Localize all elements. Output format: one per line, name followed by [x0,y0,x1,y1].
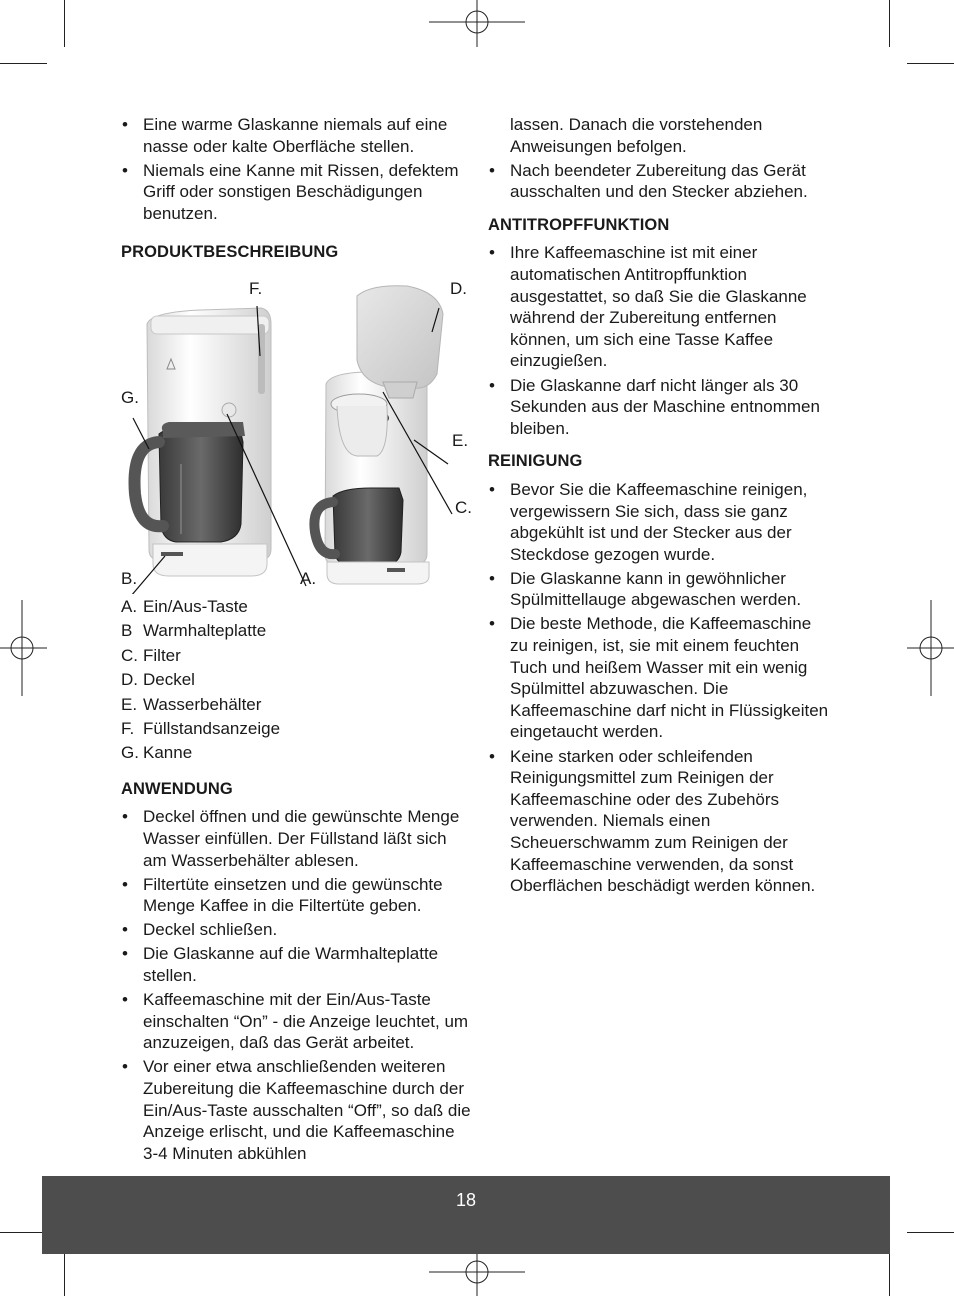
antidrip-heading: ANTITROPFFUNKTION [488,215,670,234]
registration-mark-right [907,600,954,696]
crop-mark-top-left-v [64,0,65,47]
list-item [121,718,471,742]
part-label: Wasserbehälter [143,694,262,714]
list-item-continuation: lassen. Danach die vorstehenden Anweisungen befolgen. [510,115,763,156]
list-item: • Eine warme Glaskanne niemals auf eine nasse oder kalte Oberfläche stellen. [121,114,471,157]
footer-bar [42,1176,890,1254]
right-column [488,114,833,899]
continuation-list [488,114,833,203]
part-label: Filter [143,645,181,665]
crop-mark-top-right-v [889,0,890,47]
list-item: • Ihre Kaffeemaschine ist mit einer automatischen Antitropffunktion ausgestattet, so daß Sie die Glaskanne während der Zubereitung entfernen können, um sich eine Tasse Kaffee einzugießen. [488,242,833,372]
list-item: • Nach beendeter Zubereitung das Gerät ausschalten und den Stecker abziehen. [488,160,833,203]
crop-mark-bottom-right-v [889,1249,890,1296]
figure-label-e: E. [452,431,469,451]
list-item [121,669,471,693]
list-item [121,645,471,669]
registration-mark-left [0,600,47,696]
list-item: • Deckel öffnen und die gewünschte Menge Wasser einfüllen. Der Füllstand läßt sich am Wasserbehälter ablesen. [121,806,471,871]
part-label: Kanne [143,743,193,763]
part-label: Deckel [143,670,195,690]
usage-heading: ANWENDUNG [121,779,233,798]
left-column [121,114,471,1167]
page-number: 18 [455,1190,477,1210]
list-item: • Die Glaskanne kann in gewöhnlicher Spülmittellauge abgewaschen werden. [488,568,833,611]
machine-open-view [314,286,443,584]
list-item: • Die Glaskanne darf nicht länger als 30 Sekunden aus der Maschine entnommen bleiben. [488,375,833,440]
cleaning-bullet-list [488,479,833,897]
part-key: C. [121,645,138,665]
product-heading: PRODUKTBESCHREIBUNG [121,243,339,262]
part-key: A. [121,597,138,617]
list-item: • Keine starken oder schleifenden Reinigungsmittel zum Reinigen der Kaffeemaschine oder des Zubehörs verwenden. Niemals einen Scheuerschwamm zum Reinigen der Kaffeemaschine verwenden, da sonst Oberflächen beschädigt werden können. [488,746,833,897]
part-key: E. [121,694,138,714]
part-key: D. [121,670,138,690]
registration-mark-top [429,0,525,47]
figure-label-g: G. [121,388,139,408]
part-label: Ein/Aus-Taste [143,597,248,617]
figure-label-a: A. [300,569,317,589]
coffee-maker-illustration [121,264,475,594]
usage-bullet-list [121,806,471,1164]
crop-mark-bottom-left-v [64,1249,65,1296]
figure-label-b: B. [121,569,138,589]
list-item [121,620,471,644]
part-key: F. [121,719,135,739]
figure-label-d: D. [450,279,467,299]
part-key: B [121,621,133,641]
crop-mark-top-right-h [907,63,954,64]
crop-mark-top-left-h [0,63,47,64]
part-key: G. [121,743,139,763]
list-item: • Vor einer etwa anschließenden weiteren Zubereitung die Kaffeemaschine durch der Ein/Aus-Taste ausschalten “Off”, so daß die Anzeige erlischt, und die Kaffeemaschine 3-4 Minuten abkühlen [121,1056,471,1164]
crop-mark-bottom-right-h [907,1232,954,1233]
registration-mark-bottom [429,1249,525,1296]
list-item: • Bevor Sie die Kaffeemaschine reinigen, vergewissern Sie sich, dass sie ganz abgekühlt ist und der Stecker aus der Steckdose gezogen wurde. [488,479,833,565]
coffee-maker-figure [121,264,475,594]
list-item: • Die beste Methode, die Kaffeemaschine zu reinigen, ist, sie mit einem feuchten Tuch und heißem Wasser mit ein wenig Spülmittel abzuwaschen. Die Kaffeemaschine darf nicht in Flüssigkeiten eingetaucht werden. [488,613,833,743]
figure-label-c: C. [455,498,472,518]
list-item [121,694,471,718]
cleaning-heading: REINIGUNG [488,452,583,471]
list-item: • Filtertüte einsetzen und die gewünschte Menge Kaffee in die Filtertüte geben. [121,874,471,917]
machine-front-view [135,308,272,576]
antidrip-bullet-list [488,242,833,439]
list-item: • Die Glaskanne auf die Warmhalteplatte stellen. [121,943,471,986]
parts-list [121,596,471,767]
list-item: • Deckel schließen. [121,919,471,941]
list-item [121,596,471,620]
list-item: • Niemals eine Kanne mit Rissen, defektem Griff oder sonstigen Beschädigungen benutzen. [121,160,471,225]
list-item: • Kaffeemaschine mit der Ein/Aus-Taste einschalten “On” - die Anzeige leuchtet, um anzuzeigen, daß das Gerät arbeitet. [121,989,471,1054]
part-label: Warmhalteplatte [143,621,267,641]
figure-label-f: F. [249,279,263,299]
crop-mark-bottom-left-h [0,1232,47,1233]
list-item [121,742,471,766]
intro-bullet-list [121,114,471,224]
part-label: Füllstandsanzeige [143,719,281,739]
